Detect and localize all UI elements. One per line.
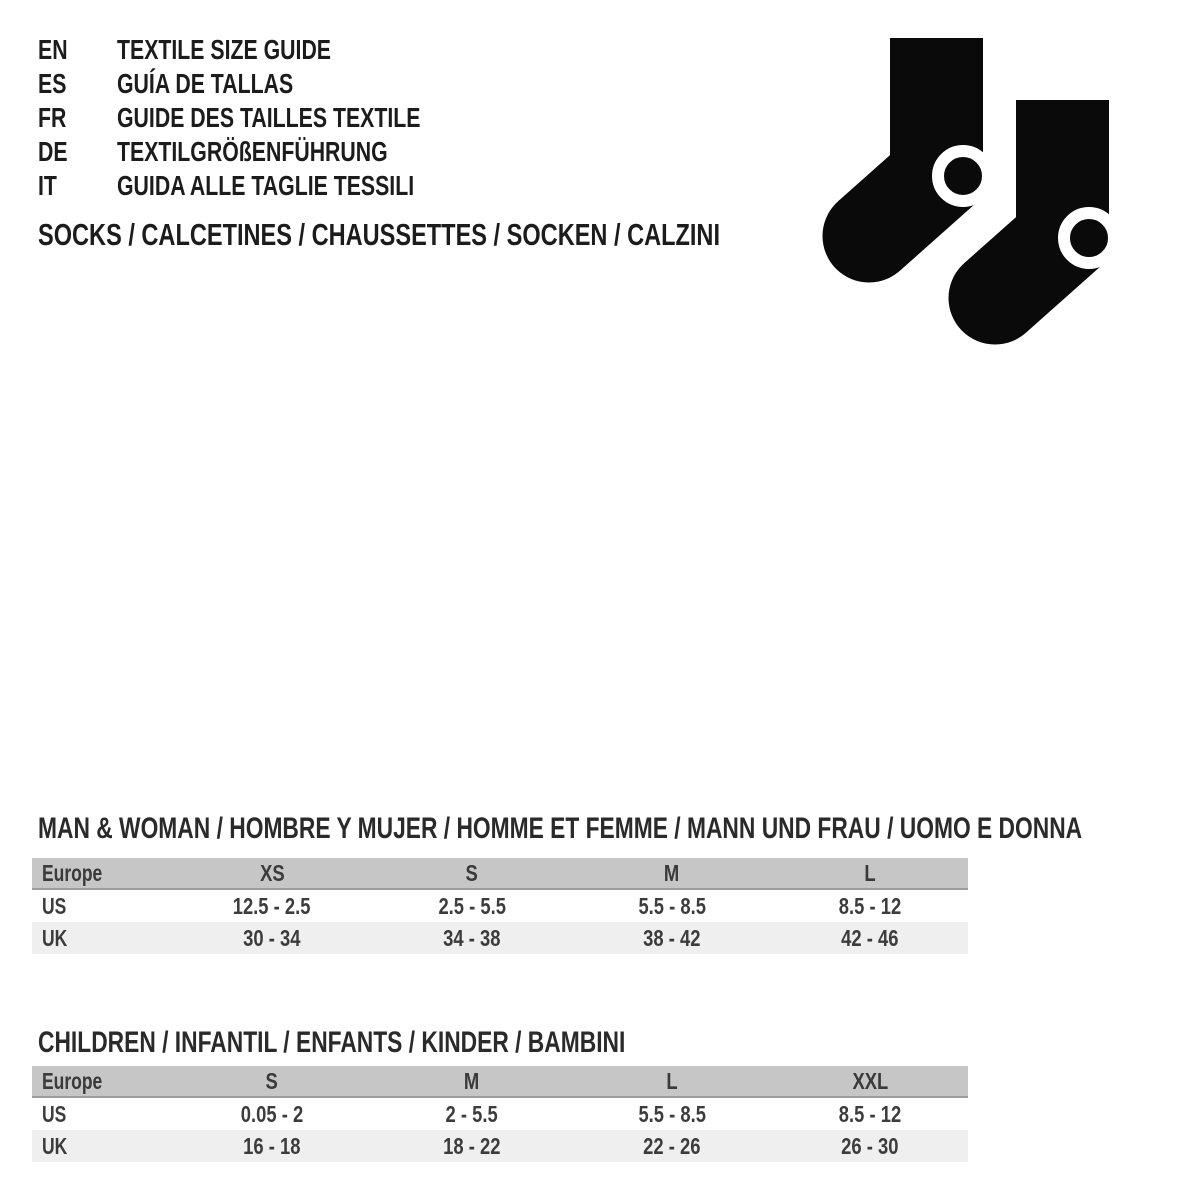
size-cell: 22 - 26 [643,1133,701,1159]
size-cell: 5.5 - 8.5 [638,1101,706,1127]
size-cell: 34 - 38 [443,925,501,951]
header-cell: M [464,1068,480,1094]
size-cell: 5.5 - 8.5 [638,893,706,919]
section-title-adults: MAN & WOMAN / HOMBRE Y MUJER / HOMME ET FEMME / MANN UND FRAU / UOMO E DONNA [38,812,1083,845]
size-cell: 42 - 46 [841,925,899,951]
row-label: US [42,1101,67,1127]
language-label: TEXTILGRÖßENFÜHRUNG [117,136,388,167]
language-label: GUIDA ALLE TAGLIE TESSILI [117,170,415,201]
size-cell: 38 - 42 [643,925,701,951]
language-row [38,101,421,135]
row-label: US [42,893,67,919]
language-list [38,33,421,203]
product-line-title: SOCKS / CALCETINES / CHAUSSETTES / SOCKEN / CALZINI [38,217,720,252]
size-table-adults [32,858,968,954]
socks-icon [800,20,1140,360]
language-code: FR [38,102,67,133]
header-cell: Europe [42,1068,103,1094]
table-row-us [32,890,968,922]
language-code: EN [38,34,68,65]
header-cell: Europe [42,860,103,886]
size-cell: 8.5 - 12 [838,893,902,919]
size-cell: 12.5 - 2.5 [233,893,311,919]
language-row [38,135,388,169]
language-label: TEXTILE SIZE GUIDE [117,34,332,65]
header-cell: L [666,1068,678,1094]
size-cell: 8.5 - 12 [838,1101,902,1127]
language-label: GUIDE DES TAILLES TEXTILE [117,102,421,133]
header-cell: XXL [852,1068,888,1094]
size-cell: 16 - 18 [243,1133,301,1159]
section-title-children: CHILDREN / INFANTIL / ENFANTS / KINDER / BAMBINI [38,1026,626,1059]
size-cell: 0.05 - 2 [240,1101,304,1127]
size-table-children [32,1066,968,1162]
header-cell: S [465,860,479,886]
size-cell: 2.5 - 5.5 [438,893,506,919]
table-row-uk [32,922,968,954]
header-cell: S [265,1068,279,1094]
header-cell: L [864,860,876,886]
row-label: UK [42,1133,68,1159]
language-row [38,169,415,203]
row-label: UK [42,925,68,951]
size-cell: 26 - 30 [841,1133,899,1159]
language-label: GUÍA DE TALLAS [117,68,294,99]
header-cell: XS [259,860,285,886]
language-code: IT [38,170,57,201]
header-cell: M [664,860,680,886]
language-code: ES [38,68,67,99]
language-code: DE [38,136,68,167]
size-cell: 30 - 34 [243,925,301,951]
size-cell: 18 - 22 [443,1133,501,1159]
language-row [38,33,332,67]
table-header-row [32,1066,968,1098]
table-header-row [32,858,968,890]
table-row-uk [32,1130,968,1162]
language-row [38,67,294,101]
sock-left [823,38,989,283]
table-row-us [32,1098,968,1130]
size-cell: 2 - 5.5 [445,1101,499,1127]
